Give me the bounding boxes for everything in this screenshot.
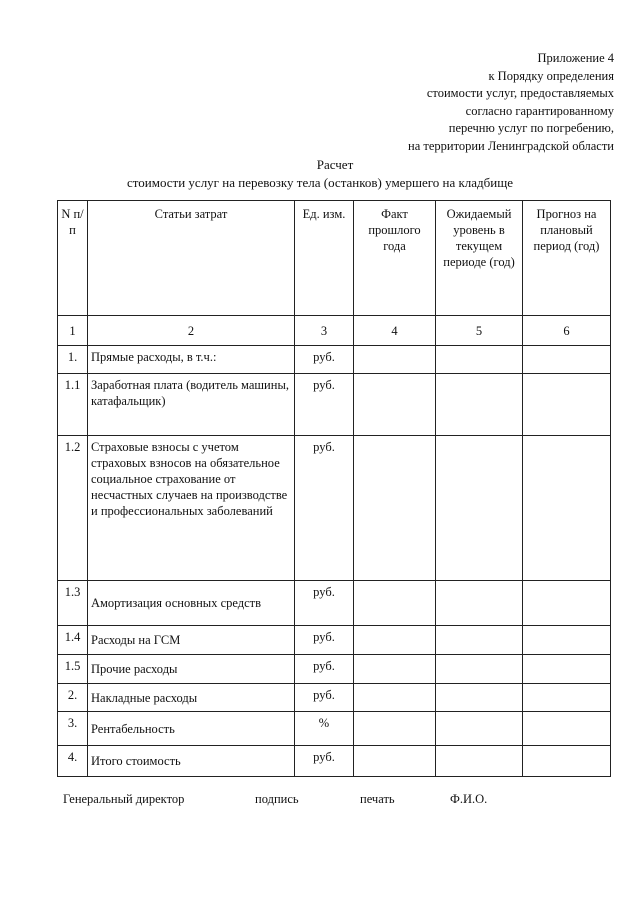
row-fact-cell: [354, 712, 436, 746]
document-title: [0, 156, 640, 192]
row-unit: руб.: [295, 581, 354, 626]
row-unit: руб.: [295, 374, 354, 436]
column-number-row: [58, 316, 611, 346]
row-name: Амортизация основных средств: [88, 581, 295, 626]
appendix-line: на территории Ленинградской области: [408, 138, 614, 153]
row-forecast-cell: [523, 581, 611, 626]
row-forecast-cell: [523, 436, 611, 581]
row-num: 1.: [58, 346, 88, 374]
appendix-line: Приложение 4: [537, 51, 614, 65]
table-row: [58, 436, 611, 581]
row-forecast-cell: [523, 746, 611, 777]
row-name: Прямые расходы, в т.ч.:: [88, 346, 295, 374]
row-forecast-cell: [523, 346, 611, 374]
header-forecast: Прогноз на плановый период (год): [523, 201, 611, 316]
table-row: [58, 626, 611, 655]
row-name: Накладные расходы: [88, 684, 295, 712]
column-number: 1: [58, 316, 88, 346]
column-number: 3: [295, 316, 354, 346]
signature-stamp: печать: [360, 792, 395, 806]
row-forecast-cell: [523, 374, 611, 436]
table-row: [58, 712, 611, 746]
table-row: [58, 346, 611, 374]
row-unit: руб.: [295, 684, 354, 712]
appendix-block: [408, 50, 614, 156]
row-num: 1.4: [58, 626, 88, 655]
table-header-row: [58, 201, 611, 316]
row-expected-cell: [436, 374, 523, 436]
row-num: 1.1: [58, 374, 88, 436]
table-row: [58, 581, 611, 626]
column-number: 2: [88, 316, 295, 346]
row-expected-cell: [436, 655, 523, 684]
signature-position: Генеральный директор: [63, 792, 185, 806]
cost-table: [57, 200, 611, 777]
row-name: Заработная плата (водитель машины, катафальщик): [88, 374, 295, 436]
row-num: 3.: [58, 712, 88, 746]
header-num: N п/п: [58, 201, 88, 316]
row-name: Расходы на ГСМ: [88, 626, 295, 655]
row-num: 2.: [58, 684, 88, 712]
row-forecast-cell: [523, 655, 611, 684]
row-forecast-cell: [523, 626, 611, 655]
row-expected-cell: [436, 346, 523, 374]
header-unit: Ед. изм.: [295, 201, 354, 316]
row-forecast-cell: [523, 712, 611, 746]
row-fact-cell: [354, 581, 436, 626]
column-number: 6: [523, 316, 611, 346]
row-expected-cell: [436, 746, 523, 777]
row-fact-cell: [354, 684, 436, 712]
row-num: 1.5: [58, 655, 88, 684]
row-expected-cell: [436, 684, 523, 712]
title-line-1: Расчет: [316, 157, 354, 172]
row-unit: руб.: [295, 346, 354, 374]
row-fact-cell: [354, 374, 436, 436]
table-row: [58, 746, 611, 777]
table-row: [58, 684, 611, 712]
row-name: Страховые взносы с учетом страховых взносов на обязательное социальное страхование от несчастных случаев на производстве и профессиональных заболеваний: [88, 436, 295, 581]
row-fact-cell: [354, 655, 436, 684]
table-row: [58, 374, 611, 436]
row-unit: %: [295, 712, 354, 746]
row-unit: руб.: [295, 626, 354, 655]
appendix-line: к Порядку определения: [488, 68, 614, 83]
appendix-line: стоимости услуг, предоставляемых: [426, 86, 614, 101]
row-unit: руб.: [295, 655, 354, 684]
header-expected: Ожидаемый уровень в текущем периоде (год): [436, 201, 523, 316]
row-unit: руб.: [295, 746, 354, 777]
row-expected-cell: [436, 581, 523, 626]
appendix-line: согласно гарантированному: [465, 103, 614, 118]
row-fact-cell: [354, 626, 436, 655]
row-expected-cell: [436, 626, 523, 655]
row-expected-cell: [436, 436, 523, 581]
row-num: 1.3: [58, 581, 88, 626]
row-expected-cell: [436, 712, 523, 746]
header-name: Статьи затрат: [88, 201, 295, 316]
row-forecast-cell: [523, 684, 611, 712]
row-unit: руб.: [295, 436, 354, 581]
row-num: 4.: [58, 746, 88, 777]
signature-name: Ф.И.О.: [450, 792, 488, 806]
header-fact: Факт прошлого года: [354, 201, 436, 316]
row-name: Итого стоимость: [88, 746, 295, 777]
table-row: [58, 655, 611, 684]
signature-sign: подпись: [255, 792, 299, 806]
title-line-2: стоимости услуг на перевозку тела (останков) умершего на кладбище: [126, 175, 514, 190]
row-num: 1.2: [58, 436, 88, 581]
row-fact-cell: [354, 346, 436, 374]
column-number: 5: [436, 316, 523, 346]
appendix-line: перечню услуг по погребению,: [448, 121, 614, 136]
row-fact-cell: [354, 436, 436, 581]
row-name: Прочие расходы: [88, 655, 295, 684]
column-number: 4: [354, 316, 436, 346]
row-name: Рентабельность: [88, 712, 295, 746]
row-fact-cell: [354, 746, 436, 777]
